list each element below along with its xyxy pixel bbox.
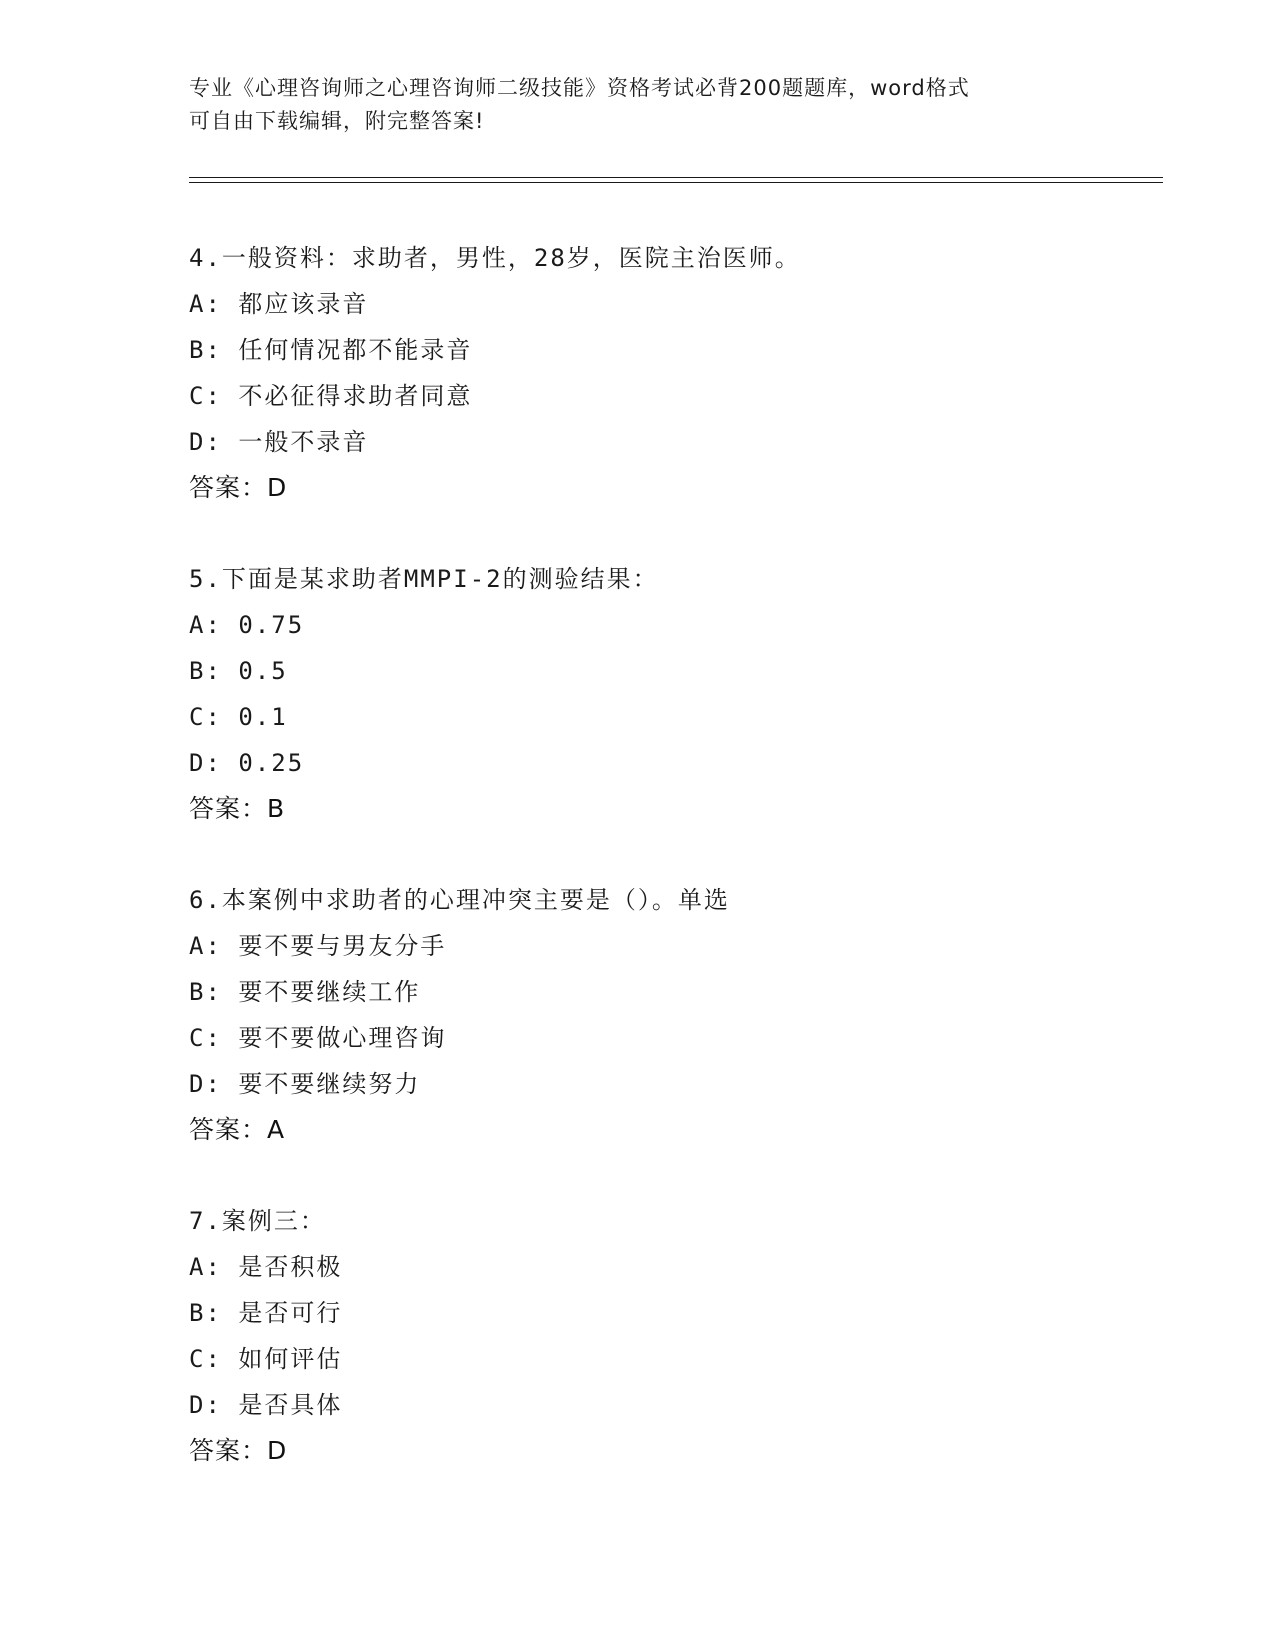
question-stem: 5.下面是某求助者MMPI-2的测验结果：	[189, 565, 659, 593]
option-a: A: 都应该录音	[189, 290, 369, 318]
header-divider-top	[189, 177, 1163, 178]
answer-line: 答案：D	[189, 1436, 288, 1465]
header-divider-bottom	[189, 182, 1163, 183]
option-a: A: 是否积极	[189, 1253, 343, 1281]
option-c: C: 要不要做心理咨询	[189, 1024, 447, 1052]
header-line-1: 专业《心理咨询师之心理咨询师二级技能》资格考试必背200题题库，word格式	[189, 76, 970, 100]
answer-line: 答案：A	[189, 1115, 286, 1144]
option-b: B: 要不要继续工作	[189, 978, 421, 1006]
answer-line: 答案：B	[189, 794, 286, 823]
option-b: B: 是否可行	[189, 1299, 343, 1327]
option-a: A: 0.75	[189, 611, 305, 639]
question-5	[189, 556, 1139, 832]
option-c: C: 如何评估	[189, 1345, 343, 1373]
option-d: D: 是否具体	[189, 1391, 343, 1419]
question-stem: 7.案例三：	[189, 1207, 326, 1235]
option-c: C: 0.1	[189, 703, 288, 731]
question-7	[189, 1198, 1139, 1474]
header-line-2: 可自由下载编辑，附完整答案!	[189, 109, 485, 133]
question-stem: 4.一般资料：求助者，男性，28岁，医院主治医师。	[189, 244, 801, 272]
question-4	[189, 235, 1139, 511]
answer-line: 答案：D	[189, 473, 288, 502]
question-stem: 6.本案例中求助者的心理冲突主要是（）。单选	[189, 886, 730, 914]
option-b: B: 0.5	[189, 657, 288, 685]
option-d: D: 0.25	[189, 749, 305, 777]
option-c: C: 不必征得求助者同意	[189, 382, 473, 410]
question-6	[189, 877, 1139, 1153]
option-d: D: 要不要继续努力	[189, 1070, 421, 1098]
document-header	[189, 72, 1069, 138]
option-d: D: 一般不录音	[189, 428, 369, 456]
option-a: A: 要不要与男友分手	[189, 932, 447, 960]
option-b: B: 任何情况都不能录音	[189, 336, 473, 364]
